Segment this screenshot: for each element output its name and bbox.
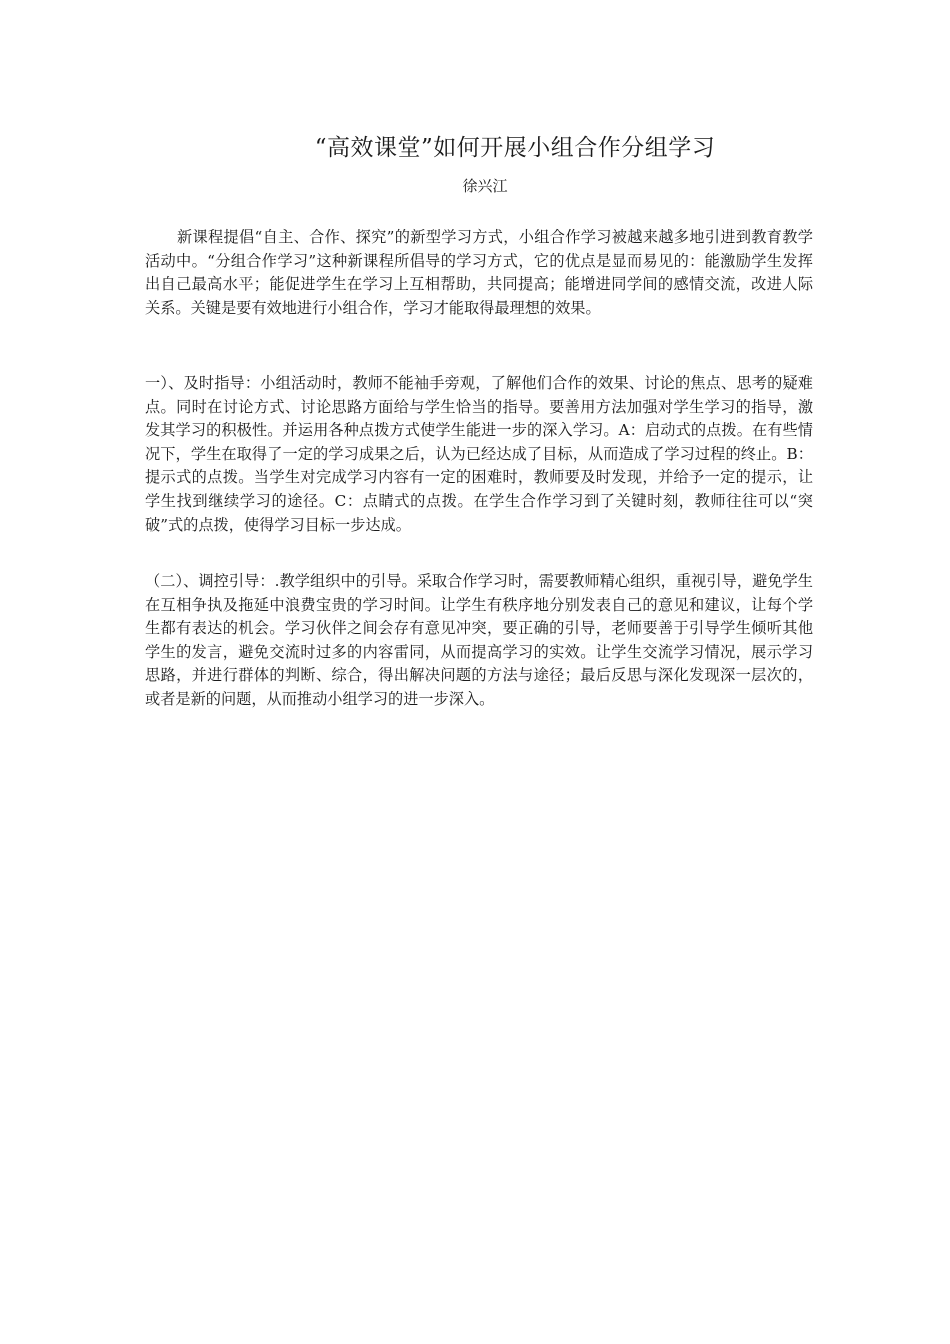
document-author: 徐兴江	[462, 177, 508, 195]
intro-paragraph: 新课程提倡“自主、合作、探究”的新型学习方式，小组合作学习被越来越多地引进到教育教学活动中。“分组合作学习”这种新课程所倡导的学习方式，它的优点是显而易见的：能激励学生发挥出自己最高水平；能促进学生在学习上互相帮助，共同提高；能增进同学间的感情交流，改进人际关系。关键是要有效地进行小组合作，学习才能取得最理想的效果。	[145, 228, 813, 317]
document-title: “高效课堂”如何开展小组合作分组学习	[314, 135, 716, 161]
section-2-paragraph: （二）、调控引导：.教学组织中的引导。采取合作学习时，需要教师精心组织，重视引导，避免学生在互相争执及拖延中浪费宝贵的学习时间。让学生有秩序地分别发表自己的意见和建议，让每个学生都有表达的机会。学习伙伴之间会存有意见冲突，要正确的引导，老师要善于引导学生倾听其他学生的发言，避免交流时过多的内容雷同，从而提高学习的实效。让学生交流学习情况，展示学习思路，并进行群体的判断、综合，得出解决问题的方法与途径；最后反思与深化发现深一层次的，或者是新的问题，从而推动小组学习的进一步深入。	[145, 572, 813, 708]
section-1-paragraph: 一）、及时指导：小组活动时，教师不能袖手旁观，了解他们合作的效果、讨论的焦点、思考的疑难点。同时在讨论方式、讨论思路方面给与学生恰当的指导。要善用方法加强对学生学习的指导，激发其学习的积极性。并运用各种点拨方式使学生能进一步的深入学习。A：启动式的点拨。在有些情况下，学生在取得了一定的学习成果之后，认为已经达成了目标，从而造成了学习过程的终止。B：提示式的点拨。当学生对完成学习内容有一定的困难时，教师要及时发现，并给予一定的提示，让学生找到继续学习的途径。C：点睛式的点拨。在学生合作学习到了关键时刻，教师往往可以“突破”式的点拨，使得学习目标一步达成。	[145, 374, 813, 534]
